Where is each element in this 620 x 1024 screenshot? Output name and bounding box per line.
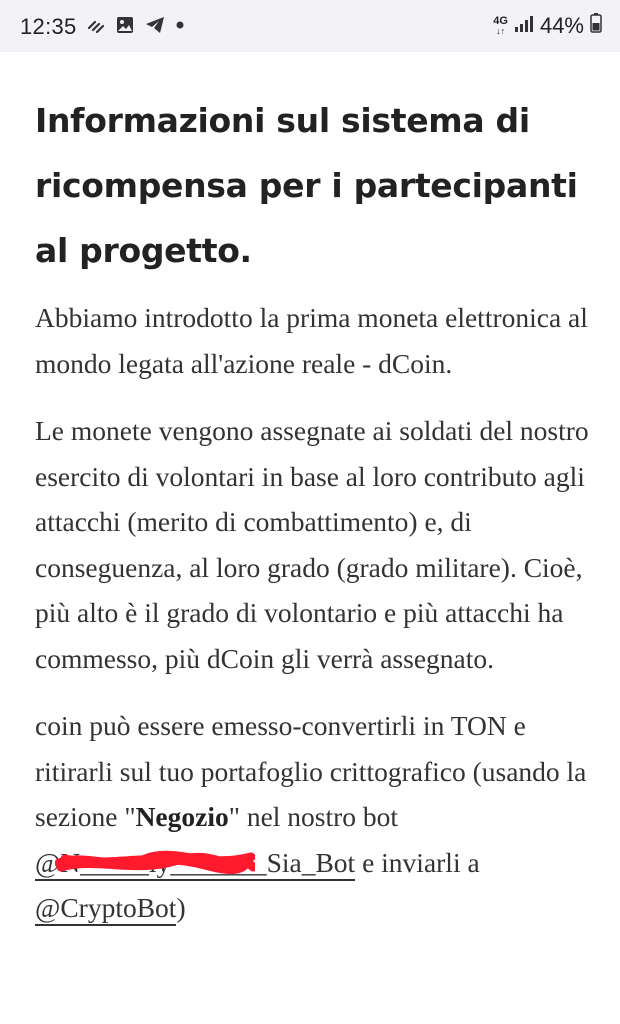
telegram-icon [144, 15, 166, 40]
shop-section-label: Negozio [135, 801, 229, 832]
article-title: Informazioni sul sistema di ricompensa per i partecipanti al progetto. [35, 101, 578, 270]
paragraph-3-text-after-shop: " nel nostro bot [228, 801, 399, 832]
network-type: 4G ↓↑ [493, 15, 508, 36]
signal-icon [514, 13, 534, 39]
article-content [35, 88, 595, 931]
battery-icon [590, 13, 602, 39]
status-notification-icons [86, 15, 185, 40]
bot-link[interactable]: @N_____ly_______Sia_Bot [35, 847, 355, 881]
image-icon [115, 15, 135, 40]
paragraph-3-text-before: coin può essere emesso-convertirli in TON e ritirarli sul tuo portafoglio crittografico (usando la sezione " [35, 710, 587, 832]
article-paragraph-3 [35, 703, 595, 931]
status-right-group [493, 13, 602, 39]
notification-dot-icon [175, 15, 185, 40]
data-saver-icon [86, 15, 106, 40]
article-paragraph-2: Le monete vengono assegnate ai soldati del nostro esercito di volontari in base al loro contributo agli attacchi (merito di combattimento) e, di conseguenza, al loro grado (grado militare). Cioè, più alto è il grado di volontario e più attacchi ha commesso, più dCoin gli verrà assegnato. [35, 415, 589, 674]
bot-link-wrapper [35, 847, 355, 878]
paragraph-3-closing: ) [176, 892, 186, 923]
cryptobot-link[interactable]: @CryptoBot [35, 892, 176, 926]
status-time: 12:35 [20, 14, 77, 39]
paragraph-3-text-after-bot: e inviarli a [355, 846, 480, 878]
article-paragraph-1: Abbiamo introdotto la prima moneta elettronica al mondo legata all'azione reale - dCoin. [35, 302, 588, 379]
battery-level: 44% [539, 13, 584, 38]
data-arrows-icon: ↓↑ [496, 26, 506, 36]
status-bar [0, 0, 620, 52]
